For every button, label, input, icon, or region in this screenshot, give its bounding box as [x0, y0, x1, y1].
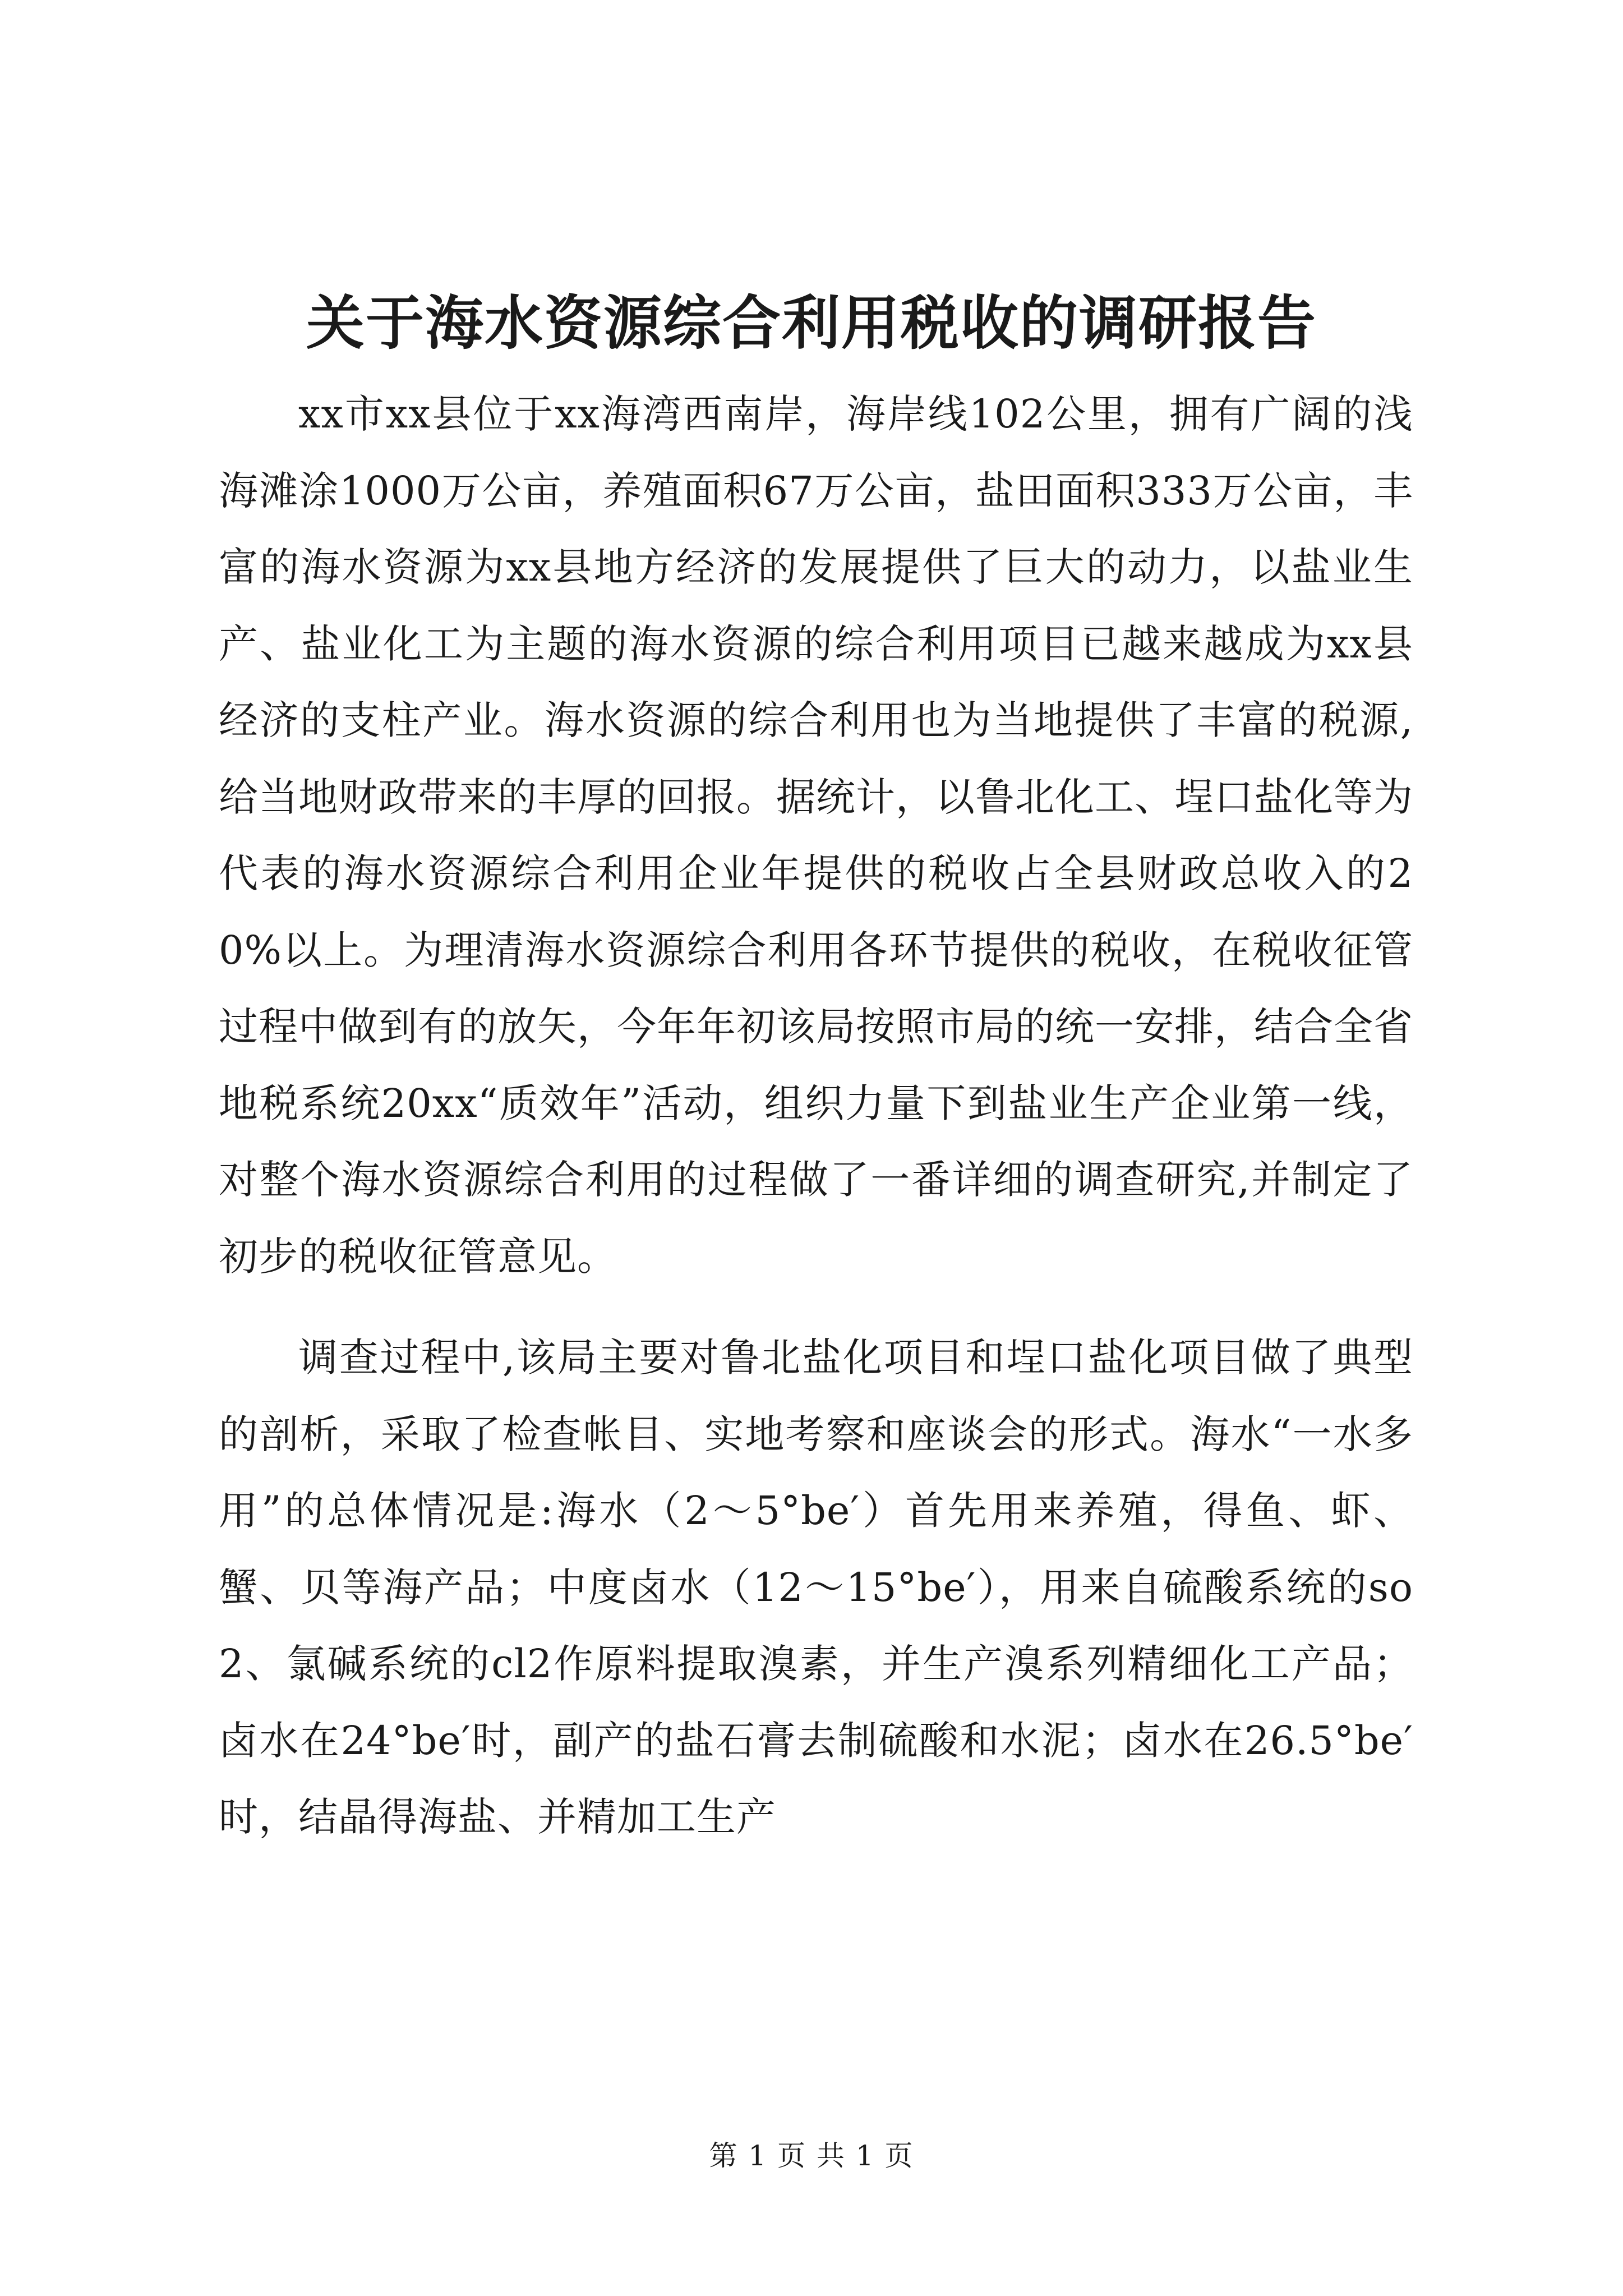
- document-body: [219, 376, 1413, 1856]
- body-paragraph-2: 调查过程中,该局主要对鲁北盐化项目和埕口盐化项目做了典型的剖析，采取了检查帐目、实地考察和座谈会的形式。海水“一水多用”的总体情况是:海水（2～5°be′）首先用来养殖，得鱼、虾、蟹、贝等海产品；中度卤水（12～15°be′），用来自硫酸系统的so2、氯碱系统的cl2作原料提取溴素，并生产溴系列精细化工产品；卤水在24°be′时，副产的盐石膏去制硫酸和水泥；卤水在26.5°be′时，结晶得海盐、并精加工生产: [219, 1335, 1413, 1840]
- body-paragraph-1: xx市xx县位于xx海湾西南岸，海岸线102公里，拥有广阔的浅海滩涂1000万公亩，养殖面积67万公亩，盐田面积333万公亩，丰富的海水资源为xx县地方经济的发展提供了巨大的动力，以盐业生产、盐业化工为主题的海水资源的综合利用项目已越来越成为xx县经济的支柱产业。海水资源的综合利用也为当地提供了丰富的税源,给当地财政带来的丰厚的回报。据统计，以鲁北化工、埕口盐化等为代表的海水资源综合利用企业年提供的税收占全县财政总收入的20%以上。为理清海水资源综合利用各环节提供的税收，在税收征管过程中做到有的放矢，今年年初该局按照市局的统一安排，结合全省地税系统20xx“质效年”活动，组织力量下到盐业生产企业第一线，对整个海水资源综合利用的过程做了一番详细的调查研究,并制定了初步的税收征管意见。: [219, 391, 1413, 1280]
- page-number-footer: 第 1 页 共 1 页: [709, 2139, 914, 2172]
- document-title: 关于海水资源综合利用税收的调研报告: [306, 289, 1317, 357]
